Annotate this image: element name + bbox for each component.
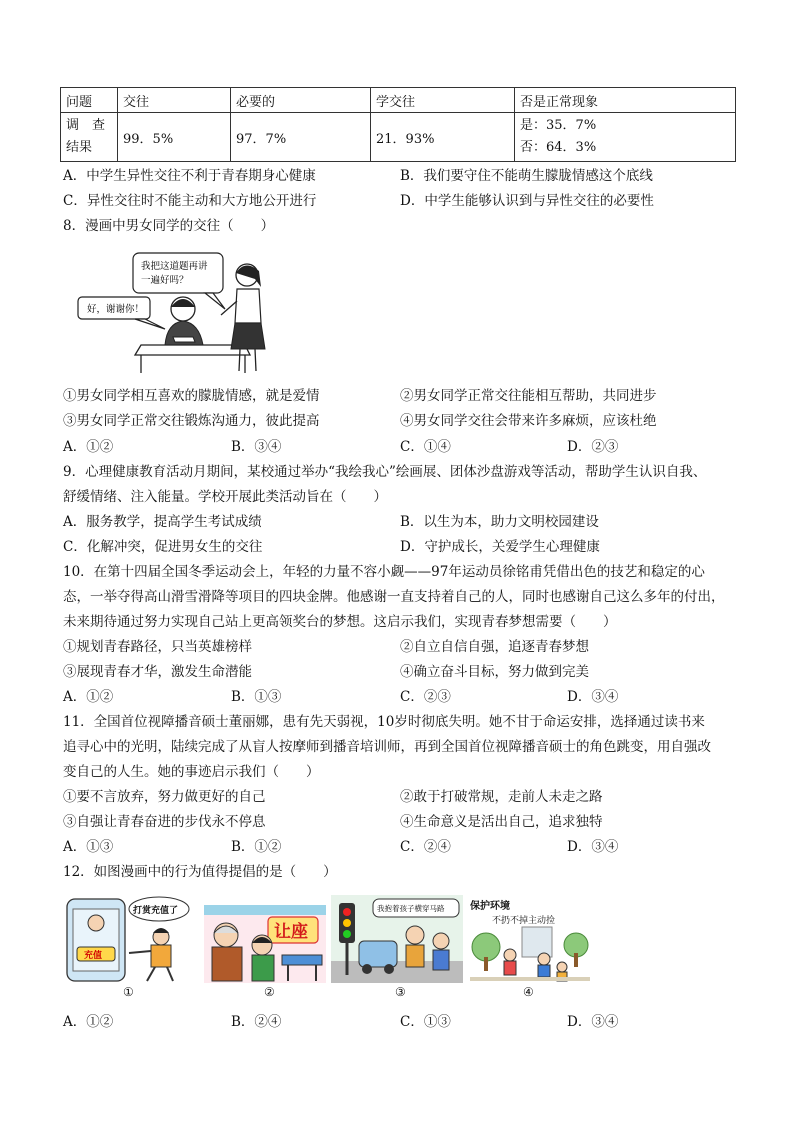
q12-option-b: B．②④ [231, 1014, 282, 1030]
q9-option-b: B．以生为本，助力文明校园建设 [400, 514, 599, 530]
q11-statement-2: ②敢于打破常规，走前人未走之路 [400, 789, 603, 805]
q8-bubble-boy: 好，谢谢你！ [87, 304, 145, 315]
q8-option-a: A．①② [63, 439, 114, 455]
cell-line: 是：35．7% [520, 118, 597, 133]
table-header-cell: 交往 [118, 88, 231, 113]
q12-cartoon-1 [63, 893, 193, 985]
q9-option-d: D．守护成长，关爱学生心理健康 [400, 539, 600, 555]
table-cell: 21．93% [371, 113, 515, 162]
q10-statement-4: ④确立奋斗目标，努力做到完美 [400, 664, 589, 680]
q10-option-d: D．③④ [567, 689, 619, 705]
q8-option-b: B．③④ [231, 439, 282, 455]
row-label-line: 调 查 [66, 118, 106, 133]
q12-label-2: ② [264, 985, 275, 999]
q12-option-d: D．③④ [567, 1014, 619, 1030]
q11-stem-line: 追寻心中的光明，陆续完成了从盲人按摩师到播音培训师，再到全国首位视障播音硕士的角色跳变，用自强改 [63, 739, 711, 755]
q11-statement-3: ③自强让青春奋进的步伐永不停息 [63, 814, 266, 830]
table-header-cell: 学交往 [371, 88, 515, 113]
q9-stem-line: 9．心理健康教育活动月期间，某校通过举办“我绘我心”绘画展、团体沙盘游戏等活动，帮助学生认识自我、 [63, 464, 707, 480]
table-row [61, 113, 736, 162]
q8-cartoon-image [75, 245, 290, 375]
q12-cartoon-4 [466, 897, 594, 983]
q12-cartoon-3 [331, 895, 463, 983]
q12-stem: 12．如图漫画中的行为值得提倡的是（ ） [63, 864, 337, 880]
q10-statement-3: ③展现青春才华，激发生命潜能 [63, 664, 252, 680]
q12-label-3: ③ [395, 985, 406, 999]
table-header-cell: 否是正常现象 [515, 88, 736, 113]
q10-statement-2: ②自立自信自强，追逐青春梦想 [400, 639, 589, 655]
q11-option-d: D．③④ [567, 839, 619, 855]
q11-statement-1: ①要不言放弃，努力做更好的自己 [63, 789, 266, 805]
cartoon-4-text-line: 保护环境 [470, 901, 510, 912]
q8-option-d: D．②③ [567, 439, 619, 455]
table-cell: 99．5% [118, 113, 231, 162]
q10-stem-line: 态，一举夺得高山滑雪滑降等项目的四块金牌。他感谢一直支持着自己的人，同时也感谢自己这么多年的付出， [63, 589, 725, 605]
q8-statement-2: ②男女同学正常交往能相互帮助，共同进步 [400, 388, 657, 404]
row-label-line: 结果 [66, 140, 93, 155]
q12-option-a: A．①② [63, 1014, 114, 1030]
cartoon-3-bubble: 我抱着孩子横穿马路 [377, 904, 445, 913]
cartoon-2-sign: 让座 [274, 922, 308, 942]
q7-option-a: A．中学生异性交往不利于青春期身心健康 [63, 168, 316, 184]
q10-option-c: C．②③ [400, 689, 451, 705]
q10-statement-1: ①规划青春路径，只当英雄榜样 [63, 639, 252, 655]
q12-label-4: ④ [523, 985, 534, 999]
q9-stem-line: 舒缓情绪、注入能量。学校开展此类活动旨在（ ） [63, 489, 387, 505]
q12-option-c: C．①③ [400, 1014, 451, 1030]
table-header-row [61, 88, 736, 113]
q9-option-a: A．服务教学，提高学生考试成绩 [63, 514, 262, 530]
q12-cartoon-2 [204, 905, 326, 983]
q11-stem-line: 11．全国首位视障播音硕士董丽娜，患有先天弱视，10岁时彻底失明。她不甘于命运安排，选择通过读书来 [63, 714, 705, 730]
q10-option-b: B．①③ [231, 689, 282, 705]
q7-option-c: C．异性交往时不能主动和大方地公开进行 [63, 193, 317, 209]
q8-bubble-girl-line: 一遍好吗？ [141, 275, 189, 286]
cartoon-1-screen-text: 充值 [84, 951, 103, 961]
q8-statement-1: ①男女同学相互喜欢的朦胧情感，就是爱情 [63, 388, 320, 404]
q11-statement-4: ④生命意义是活出自己，追求独特 [400, 814, 603, 830]
q11-option-b: B．①② [231, 839, 282, 855]
q10-stem-line: 未来期待通过努力实现自己站上更高领奖台的梦想。这启示我们，实现青春梦想需要（ ） [63, 614, 617, 630]
q10-stem-line: 10．在第十四届全国冬季运动会上，年轻的力量不容小觑——97年运动员徐铭甫凭借出色的技艺和稳定的心 [63, 564, 705, 580]
table-cell: 97．7% [231, 113, 371, 162]
q11-stem-line: 变自己的人生。她的事迹启示我们（ ） [63, 764, 320, 780]
q7-option-d: D．中学生能够认识到与异性交往的必要性 [400, 193, 654, 209]
q11-option-a: A．①③ [63, 839, 114, 855]
q8-statement-4: ④男女同学交往会带来许多麻烦，应该杜绝 [400, 413, 657, 429]
table-header-cell: 问题 [61, 88, 118, 113]
survey-table [60, 87, 736, 162]
q11-option-c: C．②④ [400, 839, 451, 855]
q12-label-1: ① [123, 985, 134, 999]
cartoon-1-bubble: 打赏充值了 [133, 906, 179, 916]
q10-option-a: A．①② [63, 689, 114, 705]
q7-option-b: B．我们要守住不能萌生朦胧情感这个底线 [400, 168, 653, 184]
table-cell [515, 113, 736, 162]
row-label-cell [61, 113, 118, 162]
q8-statement-3: ③男女同学正常交往锻炼沟通力，彼此提高 [63, 413, 320, 429]
table-header-cell: 必要的 [231, 88, 371, 113]
q9-option-c: C．化解冲突，促进男女生的交往 [63, 539, 263, 555]
q8-bubble-girl-line: 我把这道题再讲 [141, 261, 208, 272]
cartoon-4-text-line: 不扔不掉主动捡 [492, 916, 556, 926]
q8-stem: 8．漫画中男女同学的交往（ ） [63, 218, 275, 234]
cell-line: 否：64．3% [520, 140, 597, 155]
q8-option-c: C．①④ [400, 439, 451, 455]
